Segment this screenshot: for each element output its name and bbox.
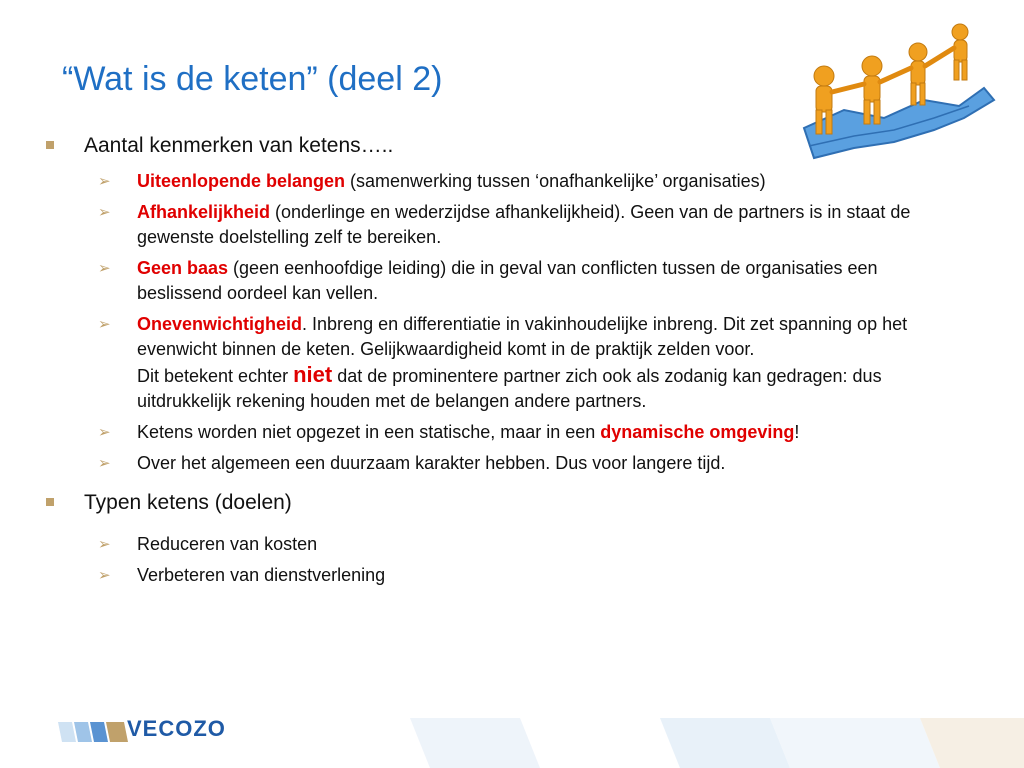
arrow-bullet-icon: ➢ xyxy=(98,316,111,333)
bullet-item xyxy=(44,133,1004,159)
sub-bullet-text: Reduceren van kosten xyxy=(137,534,318,554)
sub-bullet-text: dat de prominentere partner zich ook als zodanig kan gedragen: dus uitdrukkelijk rekening houden met de belangen andere partners. xyxy=(137,366,882,411)
highlight-text: dynamische omgeving xyxy=(600,422,795,442)
sub-bullet-item xyxy=(44,563,1004,588)
sub-bullet-text: Over het algemeen een duurzaam karakter hebben. Dus voor langere tijd. xyxy=(137,453,726,473)
arrow-bullet-icon: ➢ xyxy=(98,260,111,277)
highlight-text: Geen baas xyxy=(137,258,229,278)
sub-bullet-item xyxy=(44,420,1004,445)
sub-bullet-text: (geen eenhoofdige leiding) die in geval van conflicten tussen de organisaties een beslissend oordeel kan vellen. xyxy=(137,258,878,303)
sub-bullet-item xyxy=(44,200,1004,250)
sub-bullet-text: Dit betekent echter xyxy=(137,366,294,386)
sub-bullet-item xyxy=(44,532,1004,557)
highlight-text: Afhankelijkheid xyxy=(137,202,271,222)
highlight-text: Onevenwichtigheid xyxy=(137,314,303,334)
sub-bullet-text: (samenwerking tussen ‘onafhankelijke’ organisaties) xyxy=(345,171,766,191)
arrow-bullet-icon: ➢ xyxy=(98,567,111,584)
bullet-text: Aantal kenmerken van ketens….. xyxy=(84,134,394,157)
sub-bullet-text: (onderlinge en wederzijdse afhankelijkheid). Geen van de partners is in staat de gewenste doelstelling zelf te bereiken. xyxy=(137,202,911,247)
vecozo-logo-mark xyxy=(58,722,128,742)
sub-bullet-text: Ketens worden niet opgezet in een statische, maar in een xyxy=(137,422,601,442)
sub-bullet-text: . Inbreng en differentiatie in vakinhoudelijke inbreng. Dit zet spanning op het evenwicht binnen de keten. Gelijkwaardigheid komt in de praktijk zelden voor. xyxy=(137,314,908,359)
slide-body xyxy=(44,133,1004,588)
bullet-text: Typen ketens (doelen) xyxy=(84,491,292,514)
arrow-bullet-icon: ➢ xyxy=(98,536,111,553)
sub-bullet-item xyxy=(44,256,1004,306)
arrow-bullet-icon: ➢ xyxy=(98,173,111,190)
sub-bullet-text: ! xyxy=(794,422,800,442)
bullet-square-icon xyxy=(46,498,54,506)
sub-bullet-item xyxy=(44,312,1004,414)
arrow-bullet-icon: ➢ xyxy=(98,204,111,221)
sub-bullet-item xyxy=(44,451,1004,476)
highlight-text: Uiteenlopende belangen xyxy=(137,171,346,191)
vecozo-logo-text: VECOZO xyxy=(127,716,226,741)
arrow-bullet-icon: ➢ xyxy=(98,455,111,472)
bullet-square-icon xyxy=(46,141,54,149)
bullet-item xyxy=(44,490,1004,516)
sub-bullet-text: Verbeteren van dienstverlening xyxy=(137,565,386,585)
emphasis-text: niet xyxy=(293,362,333,387)
sub-bullet-item xyxy=(44,169,1004,194)
slide-title: “Wat is de keten” (deel 2) xyxy=(62,60,443,98)
arrow-bullet-icon: ➢ xyxy=(98,424,111,441)
